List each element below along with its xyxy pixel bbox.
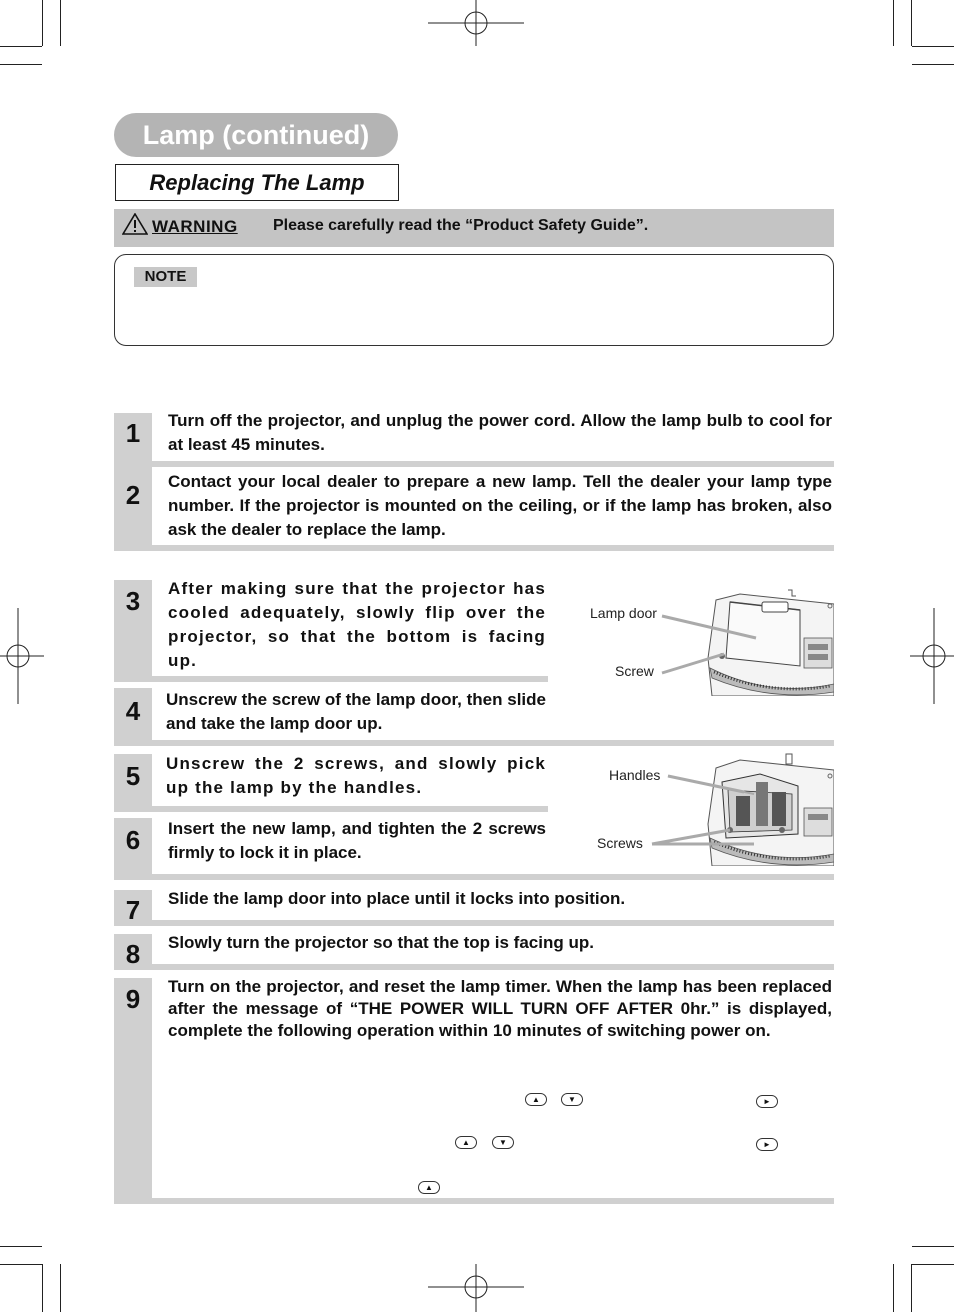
crop-mark <box>60 1264 61 1312</box>
step-text: Turn off the projector, and unplug the power cord. Allow the lamp bulb to cool for at least 45 minutes. <box>168 411 832 454</box>
step-divider <box>114 806 548 812</box>
leader-lines <box>650 764 760 854</box>
step-divider <box>114 545 834 551</box>
registration-mark-icon <box>428 0 524 46</box>
crop-mark <box>912 1264 954 1265</box>
up-button-icon: ▲ <box>455 1136 477 1149</box>
crop-mark <box>42 1264 43 1312</box>
warning-label: WARNING <box>152 217 238 236</box>
step-text: Insert the new lamp, and tighten the 2 screws firmly to lock it in place. <box>168 819 546 862</box>
step-divider <box>114 874 834 880</box>
lamp-door-label: Lamp door <box>590 605 657 621</box>
step-number: 9 <box>125 984 141 1014</box>
crop-mark <box>0 1264 42 1265</box>
warning-triangle-icon <box>122 213 148 235</box>
page-title: Lamp (continued) <box>114 113 398 157</box>
note-tag: NOTE <box>134 267 197 287</box>
crop-mark <box>0 46 42 47</box>
warning-text: Please carefully read the “Product Safety Guide”. <box>273 217 649 234</box>
handles-label: Handles <box>609 767 661 783</box>
step-divider <box>114 676 548 682</box>
step-divider <box>114 461 834 467</box>
step-text: After making sure that the projector has cooled adequately, slowly flip over the projector, so that the bottom is facing up. <box>168 579 546 670</box>
down-button-icon: ▼ <box>561 1093 583 1106</box>
step-text: Unscrew the screw of the lamp door, then slide and take the lamp door up. <box>166 690 546 733</box>
registration-mark-icon <box>910 608 954 704</box>
screw-label: Screw <box>615 663 654 679</box>
screws-label: Screws <box>597 835 643 851</box>
step-number: 8 <box>125 939 141 969</box>
crop-mark <box>912 46 954 47</box>
step-divider <box>114 1198 834 1204</box>
step-number: 5 <box>125 761 141 791</box>
crop-mark <box>42 0 43 46</box>
right-button-icon: ► <box>756 1095 778 1108</box>
registration-mark-icon <box>428 1264 524 1312</box>
step-text: Turn on the projector, and reset the lamp timer. When the lamp has been replaced after the message of “THE POWER WILL TURN OFF AFTER 0hr.” is displayed, complete the following operation within 10 minutes of switching power on. <box>168 977 832 1040</box>
crop-mark <box>893 0 894 46</box>
crop-mark <box>911 1264 912 1312</box>
up-button-icon: ▲ <box>525 1093 547 1106</box>
step-text: Slide the lamp door into place until it locks into position. <box>168 889 626 908</box>
up-button-icon: ▲ <box>418 1181 440 1194</box>
step-divider <box>114 964 834 970</box>
crop-mark <box>911 0 912 46</box>
step-text: Unscrew the 2 screws, and slowly pick up the lamp by the handles. <box>166 754 546 797</box>
crop-mark <box>60 0 61 46</box>
leader-lines <box>660 600 760 680</box>
step-number: 6 <box>125 825 141 855</box>
crop-mark <box>0 64 42 65</box>
step-number: 1 <box>125 418 141 448</box>
crop-mark <box>912 64 954 65</box>
step-number: 7 <box>125 895 141 925</box>
down-button-icon: ▼ <box>492 1136 514 1149</box>
step-divider <box>114 740 834 746</box>
crop-mark <box>912 1246 954 1247</box>
step-number: 2 <box>125 480 141 510</box>
crop-mark <box>893 1264 894 1312</box>
step-text: Contact your local dealer to prepare a new lamp. Tell the dealer your lamp type number. If the projector is mounted on the ceiling, or if the lamp has broken, also ask the dealer to replace the lamp. <box>168 472 832 539</box>
step-text: Slowly turn the projector so that the top is facing up. <box>168 933 594 952</box>
step-number: 3 <box>125 586 141 616</box>
crop-mark <box>0 1246 42 1247</box>
section-title: Replacing The Lamp <box>115 164 399 201</box>
note-box <box>114 254 834 346</box>
step-number: 4 <box>125 696 141 726</box>
right-button-icon: ► <box>756 1138 778 1151</box>
step-divider <box>114 920 834 926</box>
registration-mark-icon <box>0 608 44 704</box>
